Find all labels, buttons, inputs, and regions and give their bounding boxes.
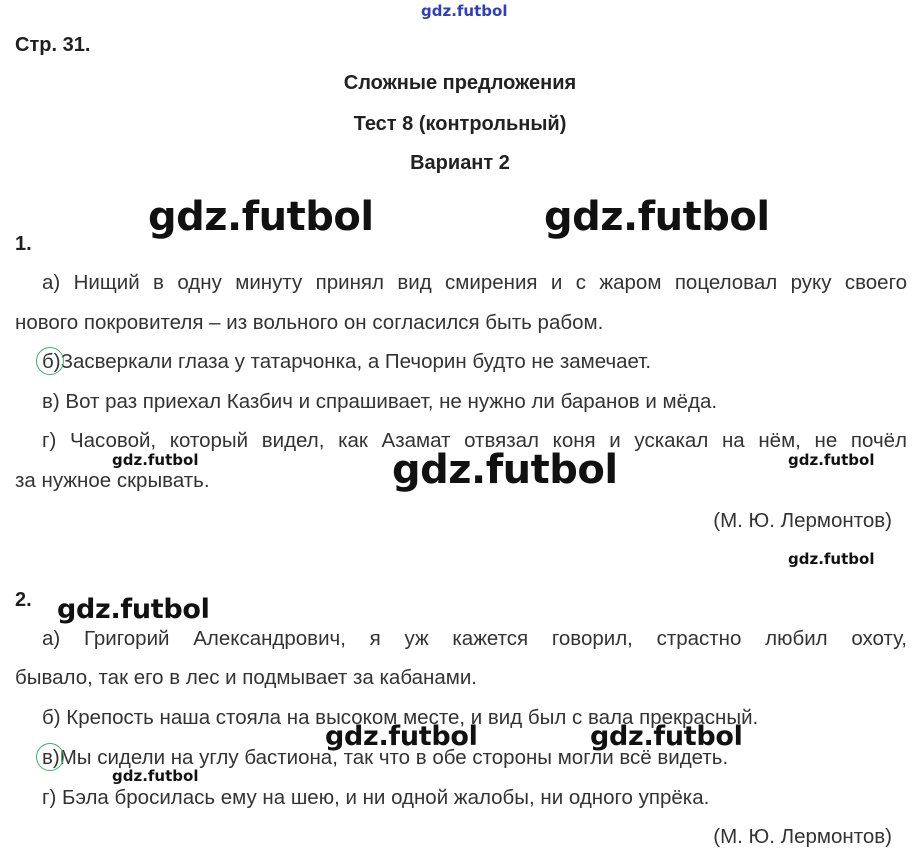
document-title: Сложные предложения [343, 72, 577, 94]
watermark: gdz.futbol [788, 550, 875, 568]
page-reference: Стр. 31. [15, 34, 91, 56]
task-2-option-g: г) Бэла бросилась ему на шею, и ни одной жалобы, ни одного упрёка. [42, 786, 710, 809]
answer-circle-mark [42, 350, 61, 374]
task-1-author: (М. Ю. Лермонтов) [713, 509, 892, 532]
watermark-top: gdz.futbol [421, 2, 508, 20]
task-1-option-b [42, 350, 651, 374]
option-letter: б) [42, 350, 61, 373]
watermark: gdz.futbol [112, 767, 199, 785]
task-1-option-a-line-2: нового покровителя – из вольного он согласился быть рабом. [15, 311, 604, 334]
task-2-number: 2. [15, 589, 32, 611]
task-1-number: 1. [15, 233, 32, 255]
task-2-option-a-line-1: а) Григорий Александрович, я уж кажется говорил, страстно любил охоту, [42, 627, 907, 650]
watermark: gdz.futbol [57, 594, 210, 625]
variant-title: Вариант 2 [410, 152, 510, 174]
task-2-option-b: б) Крепость наша стояла на высоком месте, и вид был с вала прекрасный. [42, 706, 759, 729]
watermark: gdz.futbol [590, 721, 743, 752]
watermark: gdz.futbol [788, 451, 875, 469]
task-1-option-g-line-1: г) Часовой, который видел, как Азамат отвязал коня и ускакал на нём, не почёл [42, 429, 907, 452]
task-2-option-a-line-2: бывало, так его в лес и подмывает за кабанами. [15, 666, 477, 689]
option-text: Мы сидели на углу бастиона, так что в обе стороны могли всё видеть. [59, 746, 729, 769]
watermark: gdz.futbol [544, 194, 770, 240]
watermark: gdz.futbol [148, 194, 374, 240]
task-2-author: (М. Ю. Лермонтов) [713, 825, 892, 848]
task-1-option-g-line-2: за нужное скрывать. [15, 469, 210, 492]
watermark: gdz.futbol [325, 721, 478, 752]
answer-circle-mark [42, 746, 60, 770]
task-1-option-a-line-1: а) Нищий в одну минуту принял вид смирения и с жаром поцеловал руку своего [42, 271, 907, 294]
task-1-option-v: в) Вот раз приехал Казбич и спрашивает, не нужно ли баранов и мёда. [42, 390, 718, 413]
test-title: Тест 8 (контрольный) [353, 113, 567, 135]
option-letter: в) [42, 746, 60, 769]
watermark: gdz.futbol [392, 447, 618, 493]
option-text: Засверкали глаза у татарчонка, а Печорин будто не замечает. [60, 350, 652, 373]
watermark: gdz.futbol [112, 451, 199, 469]
